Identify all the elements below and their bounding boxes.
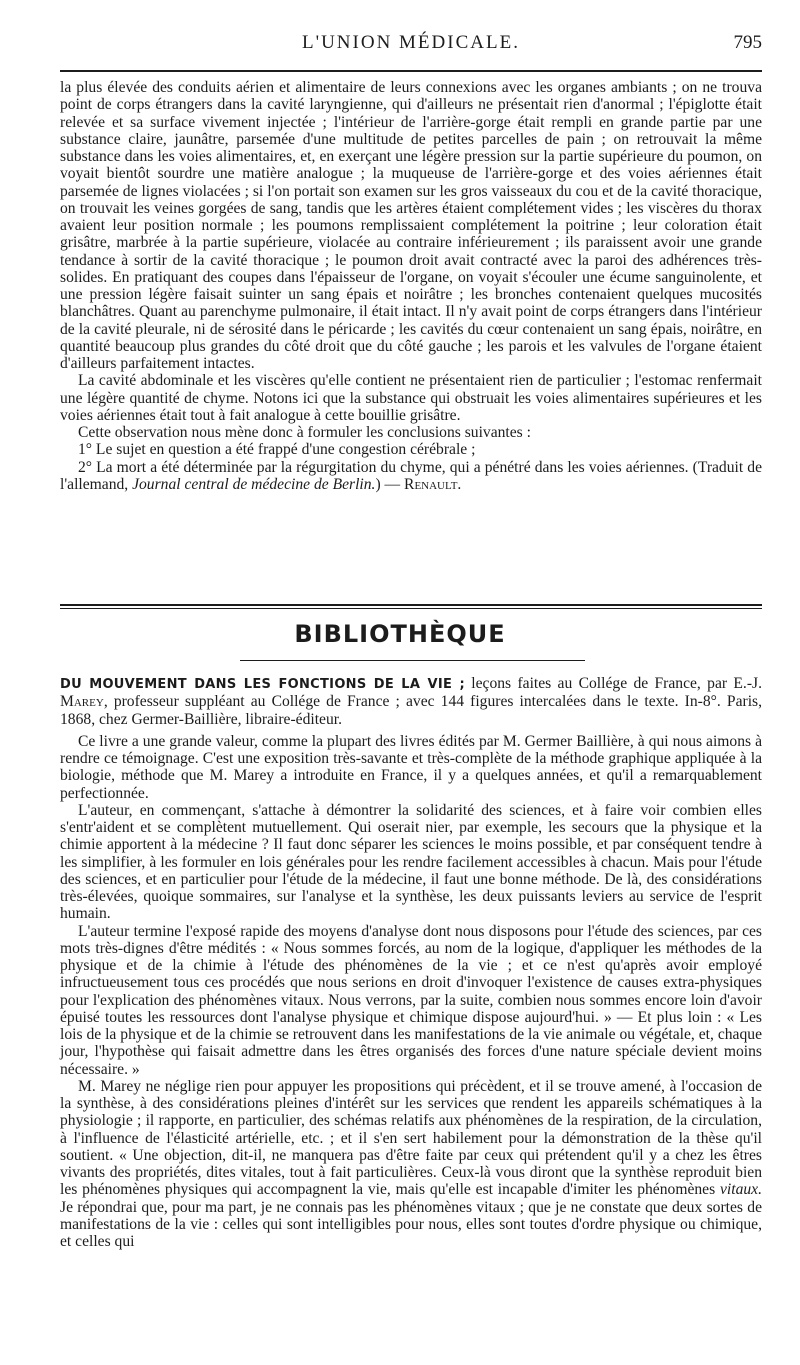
running-header xyxy=(60,0,762,60)
article-paragraph: la plus élevée des conduits aérien et alimentaire de leurs connexions avec les organes ambiants ; on ne trouva point de corps étrangers dans la cavité laryngienne, qui d'ailleurs ne présentait rien d'anormal ; l'épiglotte était relevée et sa surface vivement injectée ; l'intérieur de l'arrière-gorge était rempli en grande partie par une substance claire, jaunâtre, parsemée d'une multitude de petites parcelles de pain ; on retrouvait la même substance dans les voies alimentaires, et, en exerçant une légère pression sur la partie supérieure du poumon, on voyait bientôt sourdre une matière analogue ; la muqueuse de l'arrière-gorge et des voies aériennes était parsemée de lignes violacées ; si l'on portait son examen sur les gros vaisseaux du cou et de la cavité thoracique, on trouvait les veines gorgées de sang, tandis que les artères étaient complétement vides ; les viscères du thorax avaient leur position normale ; les poumons remplissaient complétement la poitrine ; leur coloration était grisâtre, marbrée à la partie supérieure, violacée au contraire inférieurement ; ils paraissent avoir une grande tendance à sortir de la cavité thoracique ; le poumon droit avait contracté avec la paroi des adhérences très-solides. En pratiquant des coupes dans l'épaisseur de l'organe, on voyait s'écouler une écume sanguinolente, et une pression légère faisait suinter un sang épais et noirâtre ; les bronches contenaient quelques mucosités blanchâtres. Quant au parenchyme pulmonaire, il était intact. Il n'y avait point de corps étrangers dans l'intérieur de la cavité pleurale, ni de sérosité dans le péricarde ; les cavités du cœur contenaient un sang épais, noirâtre, en quantité beaucoup plus grandes du côté droit que du côté gauche ; les parois et les valvules de l'organe étaient d'ailleurs parfaitement intactes. xyxy=(60,79,762,372)
conclusion-item: 1° Le sujet en question a été frappé d'une congestion cérébrale ; xyxy=(78,441,476,459)
header-rule xyxy=(60,70,762,72)
separator-line xyxy=(60,608,762,609)
review-paragraph: Ce livre a une grande valeur, comme la plupart des livres édités par M. Germer Baillière, à qui nous aimons à rendre ce témoignage. C'est une exposition très-savante et très-complète de la méthode graphique appliquée à la biologie, méthode que M. Marey a introduite en France, il y a quelques années, et qu'il a remarquablement perfectionnée. xyxy=(60,732,762,802)
book-info: leçons faites au Collége de France, par E.-J. xyxy=(464,675,762,692)
conclusion-text: 2° La mort a été déterminée par la régurgitation du chyme, qui a pénétré dans les voies aériennes. (Traduit de l'allemand, xyxy=(60,458,762,493)
conclusion-item xyxy=(60,459,762,494)
article-paragraph: La cavité abdominale et les viscères qu'elle contient ne présentaient rien de particulier ; l'estomac renfermait une légère quantité de chyme. Notons ici que la substance qui obstruait les voies alimentaires supérieures et les voies aériennes était tout à fait analogue à cette bouillie grisâtre. xyxy=(60,372,762,424)
book-title: DU MOUVEMENT DANS LES FONCTIONS DE LA VIE ; xyxy=(60,677,465,692)
section-heading-rule xyxy=(240,660,585,661)
review-text: M. Marey ne néglige rien pour appuyer les propositions qui précèdent, et il se trouve amené, à l'occasion de la synthèse, à des considérations pleines d'intérêt sur les services que rendent les appareils schématiques à la physiologie ; il rapporte, en particulier, des schémas relatifs aux phénomènes de la respiration, de la circulation, à l'influence de l'élasticité artérielle, etc. ; et il s'en sert habilement pour la démonstration de la thèse qu'il soutient. « Une objection, dit-il, ne manquera pas d'être faite par ceux qui prétendent qu'il y a chez les êtres vivants des propriétés, dites vitales, tout à fait particulières. Ceux-là vous diront que la synthèse reproduit bien les phénomènes physiques qui accompagnent la vie, mais qu'elle est incapable d'imiter les phénomènes xyxy=(60,1077,762,1199)
separator-line xyxy=(60,604,762,606)
section-heading: BIBLIOTHÈQUE xyxy=(294,620,506,648)
emphasis-text: vitaux. xyxy=(720,1181,762,1199)
article-paragraph: Cette observation nous mène donc à formuler les conclusions suivantes : xyxy=(78,424,531,441)
journal-citation: Journal central de médecine de Berlin. xyxy=(132,475,376,493)
book-reference xyxy=(60,675,762,728)
page-number: 795 xyxy=(733,32,762,53)
book-author: Marey xyxy=(60,693,104,711)
book-review xyxy=(60,675,762,1250)
review-paragraph xyxy=(60,1078,762,1251)
review-text: Je répondrai que, pour ma part, je ne connais pas les phénomènes vitaux ; que je ne constate que deux sortes de manifestations de la vie : celles qui sont intelligibles pour nous, elles sont toutes d'ordre physique ou chimique, et celles qui xyxy=(60,1198,762,1250)
citation-dash: ) — xyxy=(375,475,405,493)
book-info: , professeur suppléant au Collége de France ; avec 144 figures intercalées dans le texte. In-8°. Paris, 1868, chez Germer-Baillière, libraire-éditeur. xyxy=(60,693,762,728)
journal-title: L'UNION MÉDICALE. xyxy=(302,32,520,53)
article-continuation xyxy=(60,79,762,493)
article-author: Renault. xyxy=(404,475,462,493)
review-paragraph: L'auteur termine l'exposé rapide des moyens d'analyse dont nous disposons pour l'étude des sciences, par ces mots très-dignes d'être médités : « Nous sommes forcés, au nom de la logique, d'appliquer les méthodes de la physique et de la chimie à l'étude des phénomènes de la vie ; et ce n'est qu'après avoir employé infructueusement tous ces procédés que nous serions en droit d'invoquer l'existence de causes extra-physiques pour l'explication des phénomènes vitaux. Nous verrons, par la suite, combien nous sommes encore loin d'avoir épuisé toutes les ressources dont l'analyse physique et chimique dispose aujourd'hui. » — Et plus loin : « Les lois de la physique et de la chimie se retrouvent dans les manifestations de la vie animale ou végétale, et, chaque jour, l'hypothèse qui faisait admettre dans les êtres organisés des forces d'une nature spéciale devient moins nécessaire. » xyxy=(60,922,762,1078)
section-separator xyxy=(60,604,762,610)
review-paragraph: L'auteur, en commençant, s'attache à démontrer la solidarité des sciences, et à faire voir combien elles s'entr'aident et se complètent mutuellement. Qui oserait nier, par exemple, les secours que la physique et la chimie apportent à la médecine ? Il faut donc séparer les sciences le moins possible, et par conséquent tendre à les simplifier, à les formuler en lois générales pour les rendre facilement accessibles à chacun. Mais pour l'étude des sciences, et en particulier pour l'étude de la médecine, il faut une bonne méthode. De là, des considérations très-élevées, quoique sommaires, sur l'analyse et la synthèse, les deux puissants leviers au service de l'esprit humain. xyxy=(60,801,762,923)
